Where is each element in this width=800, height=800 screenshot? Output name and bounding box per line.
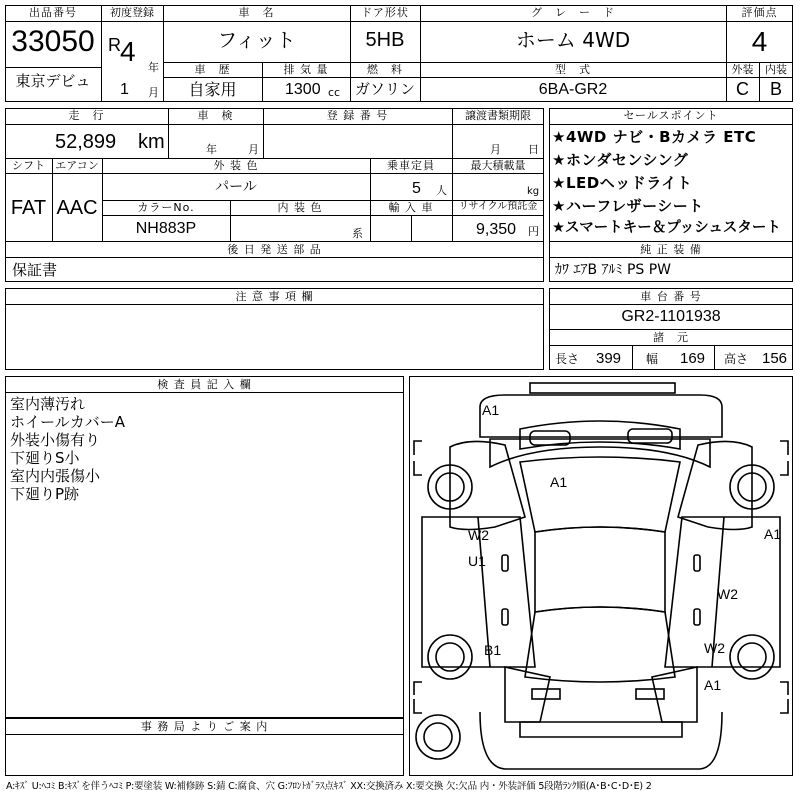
length-label: 長さ bbox=[555, 352, 580, 366]
height: 156 bbox=[762, 350, 788, 367]
length: 399 bbox=[596, 350, 622, 367]
genuine-equipment-label: 純 正 装 備 bbox=[640, 243, 702, 256]
notes-label: 注 意 事 項 欄 bbox=[235, 290, 314, 303]
inspector-line-4: 下廻りS小 bbox=[10, 449, 80, 467]
ac-label: エアコン bbox=[55, 159, 99, 172]
reg-no-label: 登 録 番 号 bbox=[326, 109, 389, 122]
chassis-no: GR2-1101938 bbox=[621, 308, 721, 325]
int-color-label: 内 装 色 bbox=[277, 201, 323, 214]
lot-no: 33050 bbox=[11, 25, 95, 58]
damage-mark-9: A1 bbox=[704, 677, 722, 693]
grade: ホーム 4WD bbox=[515, 28, 631, 52]
transfer-month-unit: 月 bbox=[490, 143, 501, 156]
sales-point-4: ★ハーフレザーシート bbox=[552, 197, 704, 215]
venue: 東京デビュ bbox=[15, 72, 91, 90]
history: 自家用 bbox=[188, 80, 237, 99]
sales-point-2: ★ホンダセンシング bbox=[552, 151, 689, 169]
capacity-label: 乗車定員 bbox=[387, 159, 435, 172]
door-type: 5HB bbox=[365, 29, 405, 51]
model-code-label: 型 式 bbox=[555, 63, 591, 76]
inspection-year-unit: 年 bbox=[206, 143, 217, 156]
color-no: NH883P bbox=[135, 220, 197, 237]
damage-mark-4: W2 bbox=[468, 527, 489, 543]
sales-point-3: ★LEDヘッドライト bbox=[552, 174, 693, 192]
month-unit: 月 bbox=[148, 86, 159, 99]
mileage: 52,899 bbox=[55, 131, 117, 153]
ac: AAC bbox=[56, 197, 98, 219]
fuel-label: 燃 料 bbox=[367, 63, 403, 76]
interior-score-label: 内装 bbox=[765, 63, 787, 76]
car-name: フィット bbox=[217, 28, 296, 52]
later-parts: 保証書 bbox=[12, 261, 58, 279]
first-reg-label: 初度登録 bbox=[110, 6, 154, 19]
exterior-score: C bbox=[736, 79, 749, 99]
inspector-line-2: ホイールカバーA bbox=[10, 413, 125, 431]
lot-no-label: 出品番号 bbox=[29, 6, 77, 19]
sales-points-label: セールスポイント bbox=[623, 109, 719, 122]
capacity: 5 bbox=[412, 180, 421, 197]
history-label: 車 歴 bbox=[194, 63, 231, 76]
sales-point-5: ★スマートキー＆プッシュスタート bbox=[552, 220, 781, 236]
reg-year: 4 bbox=[120, 36, 136, 67]
recycle-unit: 円 bbox=[528, 225, 539, 238]
transfer-label: 譲渡書類期限 bbox=[465, 109, 531, 122]
mileage-label: 走 行 bbox=[68, 109, 105, 122]
damage-mark-2: A1 bbox=[550, 474, 568, 490]
mileage-unit: km bbox=[138, 131, 165, 153]
int-color-unit: 系 bbox=[352, 227, 363, 240]
chassis-label: 車 台 番 号 bbox=[640, 290, 702, 303]
width-label: 幅 bbox=[646, 352, 659, 366]
recycle-label: リサイクル預託金 bbox=[458, 201, 538, 212]
reg-month: 1 bbox=[120, 81, 129, 98]
interior-score: B bbox=[769, 79, 782, 99]
load-label: 最大積載量 bbox=[470, 159, 526, 172]
capacity-unit: 人 bbox=[436, 184, 447, 197]
damage-mark-7: B1 bbox=[484, 642, 502, 658]
damage-mark-5: U1 bbox=[468, 553, 486, 569]
inspector-line-1: 室内薄汚れ bbox=[10, 395, 86, 413]
model-code: 6BA-GR2 bbox=[538, 81, 608, 98]
fuel: ガソリン bbox=[354, 80, 415, 98]
width: 169 bbox=[680, 350, 706, 367]
inspector-label: 検 査 員 記 入 欄 bbox=[157, 378, 252, 391]
office-label: 事 務 局 よ り ご 案 内 bbox=[140, 720, 269, 733]
load-unit: kg bbox=[527, 186, 540, 197]
displacement: 1300 bbox=[285, 81, 321, 98]
damage-mark-8: W2 bbox=[704, 640, 725, 656]
later-parts-label: 後 日 発 送 部 品 bbox=[227, 243, 322, 256]
height-label: 高さ bbox=[724, 352, 749, 366]
color-no-label: カラーNo. bbox=[137, 201, 195, 214]
year-unit: 年 bbox=[148, 61, 159, 74]
ext-color-label: 外 装 色 bbox=[213, 159, 259, 172]
ext-color: パール bbox=[215, 179, 257, 195]
inspection-label: 車 検 bbox=[197, 109, 234, 122]
transfer-day-unit: 日 bbox=[528, 143, 539, 156]
shift-label: シフト bbox=[12, 159, 45, 172]
car-name-label: 車 名 bbox=[238, 6, 275, 19]
damage-mark-3: A1 bbox=[764, 526, 782, 542]
exterior-score-label: 外装 bbox=[731, 63, 754, 76]
inspector-line-6: 下廻りP跡 bbox=[10, 485, 80, 503]
inspector-line-3: 外装小傷有り bbox=[10, 431, 101, 449]
inspection-month-unit: 月 bbox=[248, 143, 259, 156]
car-diagram bbox=[410, 377, 792, 775]
score-label: 評価点 bbox=[741, 6, 778, 19]
import-label: 輸 入 車 bbox=[388, 201, 434, 214]
damage-mark-6: W2 bbox=[717, 586, 738, 602]
sales-point-1: ★4WD ナビ・Bカメラ ETC bbox=[552, 128, 757, 146]
inspector-line-5: 室内内張傷小 bbox=[10, 467, 101, 485]
grade-label: グ レ ー ド bbox=[531, 6, 615, 19]
genuine-equipment: ｶﾜ ｴｱB ｱﾙﾐ PS PW bbox=[555, 262, 672, 278]
door-type-label: ドア形状 bbox=[361, 6, 409, 19]
damage-mark-1: A1 bbox=[482, 402, 500, 418]
displacement-label: 排 気 量 bbox=[283, 63, 329, 76]
dimensions-label: 諸 元 bbox=[653, 331, 689, 344]
legend: A:ｷｽﾞ U:ﾍｺﾐ B:ｷｽﾞを伴うﾍｺﾐ P:要塗装 W:補修跡 S:錆 C:腐食、穴 G:ﾌﾛﾝﾄｶﾞﾗｽ点ｷｽﾞ XX:交換済み X:要交換 欠:欠品 内・外装評価 5段階ﾗﾝｸ順(A･B･C･D･E) 2 bbox=[6, 781, 652, 792]
displacement-unit: cc bbox=[328, 86, 341, 99]
score: 4 bbox=[751, 26, 768, 57]
era-prefix: R bbox=[108, 35, 121, 55]
recycle: 9,350 bbox=[476, 221, 517, 238]
damage-map-block bbox=[409, 376, 793, 776]
shift: FAT bbox=[10, 197, 47, 219]
